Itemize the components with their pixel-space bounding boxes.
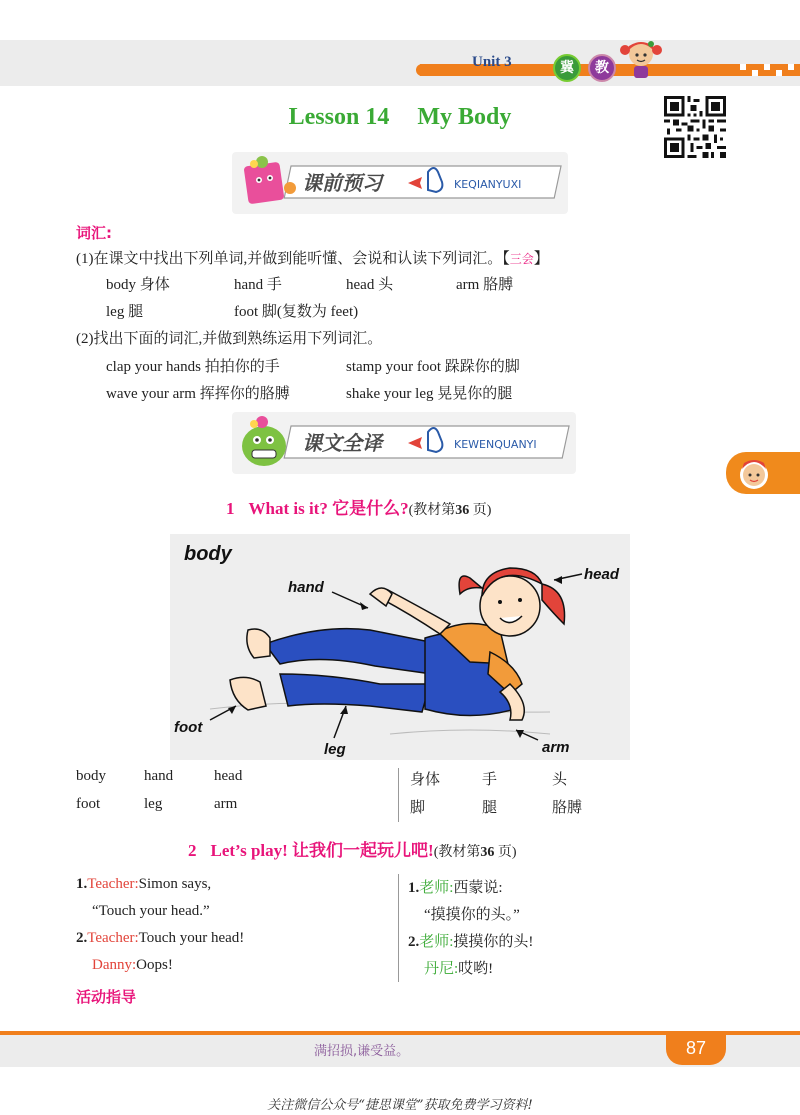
line-text: Oops! <box>136 957 173 973</box>
word-cn: 头 <box>552 772 568 788</box>
activity-guide-label: 活动指导 <box>76 988 137 1006</box>
unit-label: Unit 3 <box>472 54 512 70</box>
speaker-role: Teacher: <box>87 930 139 946</box>
part2-ref-pre: (教材第 <box>433 845 481 860</box>
side-tab <box>726 452 800 494</box>
word-cn: 脚 <box>410 800 426 816</box>
label-leg: leg <box>324 741 346 758</box>
part1-title-cn: 它是什么? <box>332 499 409 518</box>
part2-title-en: Let’s play! <box>210 841 288 860</box>
part1-title-en: What is it? <box>248 499 328 518</box>
part2-title-cn: 让我们一起玩儿吧! <box>292 841 434 860</box>
speaker-role: 丹尼: <box>424 961 459 977</box>
vocab-phrase: shake your leg 晃晃你的腿 <box>346 386 513 402</box>
column-divider <box>398 874 399 982</box>
speaker-role: Teacher: <box>87 876 139 892</box>
label-arm: arm <box>542 739 570 756</box>
vocab-section-label: 词汇: <box>76 224 112 242</box>
part1-heading <box>226 494 491 519</box>
word-en: arm <box>214 796 238 812</box>
speaker-role: 老师: <box>419 880 454 896</box>
dialogue-en-line <box>92 957 173 974</box>
line-text: 哎哟! <box>458 961 494 977</box>
part2-ref-post: 页) <box>497 845 517 860</box>
vocab-word: hand 手 <box>234 277 282 293</box>
translation-banner-title: 课文全译 <box>302 431 382 455</box>
part1-ref-post: 页) <box>472 503 492 518</box>
word-en: leg <box>144 796 163 812</box>
part2-ref-page: 36 <box>480 845 495 860</box>
dialogue-en-line: “Touch your head.” <box>92 903 210 919</box>
word-en: foot <box>76 796 101 812</box>
vocab-word: arm 胳膊 <box>456 277 514 293</box>
translation-banner-pinyin: KEWENQUANYI <box>454 438 537 451</box>
line-text: 摸摸你的头! <box>453 934 534 950</box>
body-illustration <box>170 534 630 760</box>
speaker-role: 老师: <box>419 934 454 950</box>
line-number: 2. <box>76 930 88 946</box>
line-text: Touch your head! <box>138 930 245 946</box>
preview-banner-pinyin: KEQIANYUXI <box>454 178 522 191</box>
dialogue-en-line <box>76 930 244 947</box>
speaker-role: Danny: <box>92 957 137 973</box>
figure-title: body <box>184 543 232 565</box>
lesson-topic: My Body <box>417 104 512 130</box>
dialogue-cn-line <box>408 876 503 897</box>
vocab-phrase: clap your hands 拍拍你的手 <box>106 359 280 375</box>
line-text: 西蒙说: <box>453 880 503 896</box>
line-number: 1. <box>76 876 88 892</box>
word-en: hand <box>144 768 174 784</box>
vocab-instruction-1-text: (1)在课文中找出下列单词,并做到能听懂、会说和认读下列词汇。 <box>76 251 503 267</box>
three-skills-tag: 三会 <box>509 252 534 266</box>
dialogue-cn-line: “摸摸你的头。” <box>424 907 520 923</box>
mascot-girl-icon <box>618 36 664 82</box>
word-cn: 胳膊 <box>552 800 583 816</box>
line-text: Simon says, <box>138 876 212 892</box>
column-divider <box>398 768 399 822</box>
promo-text: 关注微信公众号“捷思课堂”获取免费学习资料! <box>267 1098 533 1113</box>
part1-ref-page: 36 <box>455 503 470 518</box>
vocab-instruction-2: (2)找出下面的词汇,并做到熟练运用下列词汇。 <box>76 331 383 347</box>
word-cn: 腿 <box>482 800 498 816</box>
word-en: head <box>214 768 243 784</box>
vocab-instruction-1: (1)在课文中找出下列单词,并做到能听懂、会说和认读下列词汇。【三会】 <box>76 251 549 267</box>
translation-banner <box>232 412 576 474</box>
footer-motto: 满招损,谦受益。 <box>314 1044 410 1059</box>
label-head: head <box>584 566 620 583</box>
part1-number: 1 <box>226 499 235 518</box>
part1-ref-pre: (教材第 <box>408 503 456 518</box>
label-hand: hand <box>288 579 324 596</box>
publisher-badge-ji: 冀 <box>553 54 581 82</box>
part2-heading <box>188 836 517 861</box>
line-number: 2. <box>408 934 420 950</box>
dialogue-cn-line <box>424 957 493 978</box>
dialogue-cn-line <box>408 930 533 951</box>
mascot-face-icon <box>734 453 774 493</box>
word-cn: 手 <box>482 772 498 788</box>
qr-code-icon[interactable] <box>664 96 726 158</box>
vocab-word: head 头 <box>346 277 394 293</box>
word-cn: 身体 <box>410 772 441 788</box>
publisher-badge-jiao: 教 <box>588 54 616 82</box>
vocab-phrase: wave your arm 挥挥你的胳膊 <box>106 386 290 402</box>
part2-number: 2 <box>188 841 197 860</box>
line-number: 1. <box>408 880 420 896</box>
page-number: 87 <box>666 1031 726 1065</box>
dialogue-en-line <box>76 876 211 893</box>
preview-banner <box>232 152 568 214</box>
vocab-word: leg 腿 <box>106 304 144 320</box>
word-en: body <box>76 768 106 784</box>
vocab-word: foot 脚(复数为 feet) <box>234 304 359 320</box>
preview-banner-title: 课前预习 <box>302 171 382 195</box>
vocab-word: body 身体 <box>106 277 170 293</box>
label-foot: foot <box>174 719 203 736</box>
lesson-number: Lesson 14 <box>288 104 390 130</box>
vocab-phrase: stamp your foot 跺跺你的脚 <box>346 359 520 375</box>
